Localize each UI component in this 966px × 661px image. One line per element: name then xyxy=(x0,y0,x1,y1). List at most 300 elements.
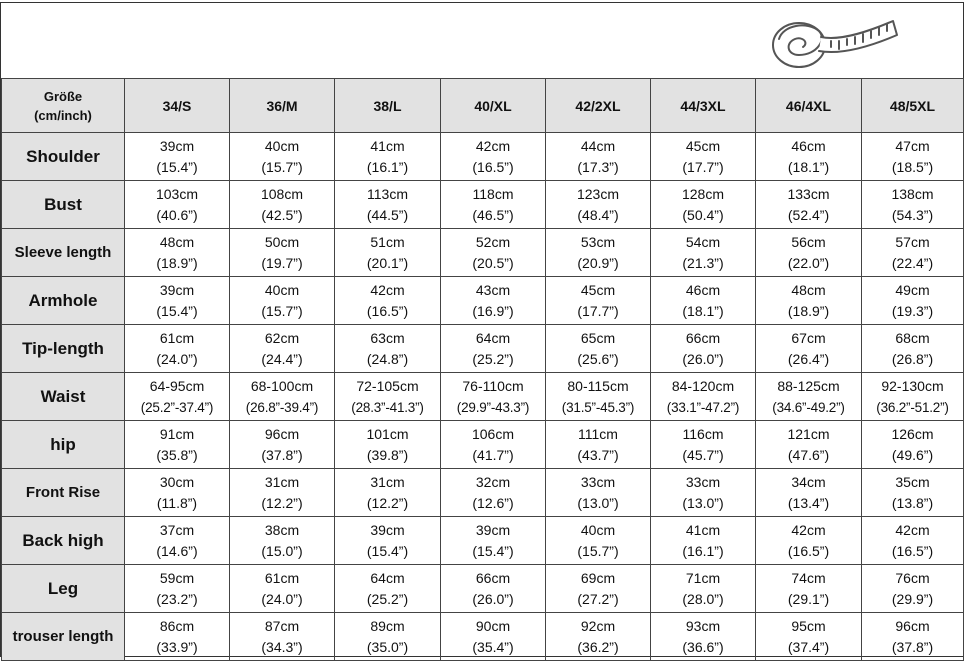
inch-value: (36.2”-51.2”) xyxy=(876,399,949,415)
measurement-cell xyxy=(651,373,756,421)
inch-value: (16.5”) xyxy=(366,302,409,319)
inch-value: (11.8”) xyxy=(156,494,198,511)
cm-value: 39cm xyxy=(159,137,195,154)
corner-unit-label: (cm/inch) xyxy=(34,107,92,123)
cm-value: 46cm xyxy=(791,137,826,154)
cm-value: 50cm xyxy=(264,233,300,250)
row-label: Back high xyxy=(2,517,125,565)
cm-value: 40cm xyxy=(264,137,300,154)
measurement-cell xyxy=(756,277,862,325)
measurement-cell xyxy=(335,325,441,373)
inch-value: (21.3”) xyxy=(682,254,724,271)
cm-value: 74cm xyxy=(791,569,826,586)
measurement-cell xyxy=(441,277,546,325)
table-row xyxy=(2,373,964,421)
inch-value: (16.1”) xyxy=(366,158,409,175)
inch-value: (45.7”) xyxy=(682,446,724,463)
measurement-cell xyxy=(651,181,756,229)
cm-value: 39cm xyxy=(370,521,405,538)
inch-value: (13.8”) xyxy=(891,494,934,511)
cm-value: 84-120cm xyxy=(671,377,735,394)
inch-value: (17.3”) xyxy=(577,158,619,175)
cm-value: 57cm xyxy=(895,233,930,250)
table-row xyxy=(2,133,964,181)
table-row xyxy=(2,325,964,373)
cm-value: 64-95cm xyxy=(149,377,205,394)
cm-value: 38cm xyxy=(264,521,300,538)
measurement-cell xyxy=(441,373,546,421)
measurement-cell xyxy=(125,373,230,421)
inch-value: (18.1”) xyxy=(682,302,724,319)
measurement-cell xyxy=(651,421,756,469)
cm-value: 61cm xyxy=(159,329,195,346)
inch-value: (24.4”) xyxy=(261,350,303,367)
measurement-cell xyxy=(230,373,335,421)
cm-value: 52cm xyxy=(475,233,511,250)
cm-value: 71cm xyxy=(685,569,721,586)
measurement-cell xyxy=(862,565,964,613)
inch-value: (26.8”) xyxy=(891,350,934,367)
measurement-cell xyxy=(651,469,756,517)
cm-value: 76cm xyxy=(895,569,930,586)
inch-value: (19.7”) xyxy=(261,254,303,271)
measurement-cell xyxy=(546,325,651,373)
measurement-cell xyxy=(756,469,862,517)
cm-value: 80-115cm xyxy=(567,377,629,394)
measurement-cell xyxy=(125,277,230,325)
cm-value: 34cm xyxy=(791,473,826,490)
inch-value: (15.0”) xyxy=(261,542,303,559)
row-label: Tip-length xyxy=(2,325,125,373)
row-label: Shoulder xyxy=(2,133,125,181)
measurement-cell xyxy=(862,277,964,325)
inch-value: (26.0”) xyxy=(682,350,724,367)
header-row xyxy=(2,79,964,133)
table-row xyxy=(2,181,964,229)
size-header-42-2xl: 42/2XL xyxy=(546,79,651,133)
inch-value: (18.9”) xyxy=(787,302,830,319)
cm-value: 30cm xyxy=(159,473,195,490)
inch-value: (16.5”) xyxy=(787,542,830,559)
size-table xyxy=(1,78,964,661)
inch-value: (22.0”) xyxy=(787,254,830,271)
measurement-cell xyxy=(546,133,651,181)
measurement-cell xyxy=(862,181,964,229)
measurement-cell xyxy=(651,565,756,613)
size-column-header xyxy=(2,79,125,133)
inch-value: (24.0”) xyxy=(261,590,303,607)
table-row xyxy=(2,565,964,613)
table-row xyxy=(2,517,964,565)
inch-value: (35.4”) xyxy=(472,638,514,655)
inch-value: (20.5”) xyxy=(472,254,514,271)
measurement-cell xyxy=(441,469,546,517)
inch-value: (25.6”) xyxy=(577,350,619,367)
measurement-cell xyxy=(546,277,651,325)
inch-value: (44.5”) xyxy=(366,206,409,223)
inch-value: (15.4”) xyxy=(156,158,198,175)
cm-value: 42cm xyxy=(895,521,930,538)
cm-value: 103cm xyxy=(155,185,199,202)
cm-value: 51cm xyxy=(370,233,405,250)
measurement-cell xyxy=(441,133,546,181)
measurement-cell xyxy=(335,469,441,517)
measurement-cell xyxy=(862,613,964,661)
inch-value: (34.6”-49.2”) xyxy=(772,399,845,415)
inch-value: (13.0”) xyxy=(682,494,724,511)
row-label: Front Rise xyxy=(2,469,125,517)
inch-value: (37.8”) xyxy=(891,638,934,655)
cm-value: 41cm xyxy=(370,137,405,154)
inch-value: (15.4”) xyxy=(366,542,409,559)
cm-value: 42cm xyxy=(370,281,405,298)
inch-value: (31.5”-45.3”) xyxy=(561,399,635,415)
cm-value: 45cm xyxy=(580,281,616,298)
cm-value: 113cm xyxy=(367,185,408,202)
measurement-cell xyxy=(125,229,230,277)
inch-value: (33.9”) xyxy=(156,638,198,655)
cm-value: 63cm xyxy=(370,329,405,346)
size-header-34-s: 34/S xyxy=(125,79,230,133)
cm-value: 32cm xyxy=(475,473,511,490)
row-label: Armhole xyxy=(2,277,125,325)
measurement-cell xyxy=(230,181,335,229)
inch-value: (15.7”) xyxy=(261,158,303,175)
inch-value: (37.4”) xyxy=(787,638,830,655)
table-row xyxy=(2,469,964,517)
row-label: Sleeve length xyxy=(2,229,125,277)
inch-value: (26.0”) xyxy=(472,590,514,607)
cm-value: 95cm xyxy=(791,617,826,634)
measurement-cell xyxy=(546,421,651,469)
inch-value: (50.4”) xyxy=(682,206,724,223)
cm-value: 101cm xyxy=(366,425,409,442)
cm-value: 42cm xyxy=(475,137,511,154)
measurement-cell xyxy=(335,229,441,277)
cm-value: 43cm xyxy=(475,281,511,298)
inch-value: (25.2”) xyxy=(366,590,409,607)
cm-value: 121cm xyxy=(787,425,830,442)
cm-value: 111cm xyxy=(578,425,618,442)
inch-value: (13.4”) xyxy=(787,494,830,511)
inch-value: (20.1”) xyxy=(366,254,409,271)
measurement-cell xyxy=(125,613,230,661)
measurement-cell xyxy=(125,421,230,469)
cm-value: 37cm xyxy=(159,521,195,538)
measurement-cell xyxy=(335,373,441,421)
measurement-cell xyxy=(125,517,230,565)
cm-value: 88-125cm xyxy=(777,377,840,394)
corner-label: Größe xyxy=(43,88,83,104)
cm-value: 92cm xyxy=(580,617,616,634)
measurement-cell xyxy=(230,277,335,325)
cm-value: 64cm xyxy=(475,329,511,346)
measurement-cell xyxy=(546,469,651,517)
table-row xyxy=(2,229,964,277)
measurement-cell xyxy=(125,133,230,181)
measurement-cell xyxy=(756,421,862,469)
inch-value: (41.7”) xyxy=(472,446,514,463)
measurement-cell xyxy=(230,469,335,517)
measuring-tape-icon xyxy=(769,11,899,75)
inch-value: (35.0”) xyxy=(366,638,409,655)
measurement-cell xyxy=(862,325,964,373)
inch-value: (16.9”) xyxy=(472,302,514,319)
inch-value: (46.5”) xyxy=(472,206,514,223)
cm-value: 68-100cm xyxy=(250,377,314,394)
row-label: Leg xyxy=(2,565,125,613)
cm-value: 49cm xyxy=(895,281,930,298)
inch-value: (29.1”) xyxy=(787,590,830,607)
cm-value: 54cm xyxy=(685,233,721,250)
inch-value: (52.4”) xyxy=(787,206,830,223)
inch-value: (15.4”) xyxy=(472,542,514,559)
inch-value: (37.8”) xyxy=(261,446,303,463)
measurement-cell xyxy=(862,421,964,469)
table-body xyxy=(2,133,964,661)
size-header-44-3xl: 44/3XL xyxy=(651,79,756,133)
inch-value: (18.1”) xyxy=(787,158,830,175)
inch-value: (48.4”) xyxy=(577,206,619,223)
cm-value: 67cm xyxy=(791,329,826,346)
measurement-cell xyxy=(651,277,756,325)
inch-value: (40.6”) xyxy=(156,206,198,223)
inch-value: (29.9”) xyxy=(891,590,934,607)
inch-value: (17.7”) xyxy=(577,302,619,319)
cm-value: 89cm xyxy=(370,617,405,634)
cm-value: 40cm xyxy=(264,281,300,298)
cm-value: 35cm xyxy=(895,473,930,490)
measurement-cell xyxy=(335,565,441,613)
size-header-36-m: 36/M xyxy=(230,79,335,133)
measurement-cell xyxy=(862,517,964,565)
measurement-cell xyxy=(125,325,230,373)
inch-value: (13.0”) xyxy=(577,494,619,511)
inch-value: (12.2”) xyxy=(366,494,409,511)
measurement-cell xyxy=(230,133,335,181)
inch-value: (22.4”) xyxy=(891,254,934,271)
measurement-cell xyxy=(230,229,335,277)
cm-value: 91cm xyxy=(159,425,195,442)
cm-value: 76-110cm xyxy=(462,377,524,394)
cm-value: 118cm xyxy=(472,185,514,202)
cm-value: 42cm xyxy=(791,521,826,538)
cm-value: 64cm xyxy=(370,569,405,586)
cm-value: 31cm xyxy=(370,473,405,490)
inch-value: (28.0”) xyxy=(682,590,724,607)
measurement-cell xyxy=(651,613,756,661)
cm-value: 72-105cm xyxy=(356,377,419,394)
cm-value: 61cm xyxy=(264,569,300,586)
cm-value: 59cm xyxy=(159,569,195,586)
cm-value: 45cm xyxy=(685,137,721,154)
measurement-cell xyxy=(546,565,651,613)
inch-value: (54.3”) xyxy=(891,206,934,223)
size-header-38-l: 38/L xyxy=(335,79,441,133)
cm-value: 128cm xyxy=(681,185,725,202)
banner xyxy=(1,3,963,78)
inch-value: (34.3”) xyxy=(261,638,303,655)
inch-value: (43.7”) xyxy=(577,446,619,463)
measurement-cell xyxy=(441,181,546,229)
measurement-cell xyxy=(756,373,862,421)
cm-value: 44cm xyxy=(580,137,616,154)
measurement-cell xyxy=(546,181,651,229)
cm-value: 66cm xyxy=(475,569,511,586)
cm-value: 53cm xyxy=(580,233,616,250)
measurement-cell xyxy=(335,277,441,325)
inch-value: (24.8”) xyxy=(366,350,409,367)
inch-value: (20.9”) xyxy=(577,254,619,271)
inch-value: (18.5”) xyxy=(891,158,934,175)
inch-value: (15.4”) xyxy=(156,302,198,319)
cm-value: 133cm xyxy=(787,185,830,202)
cm-value: 48cm xyxy=(791,281,826,298)
measurement-cell xyxy=(125,469,230,517)
cm-value: 106cm xyxy=(471,425,515,442)
measurement-cell xyxy=(651,229,756,277)
cm-value: 31cm xyxy=(264,473,300,490)
cm-value: 39cm xyxy=(475,521,511,538)
inch-value: (15.7”) xyxy=(577,542,619,559)
inch-value: (39.8”) xyxy=(366,446,409,463)
cm-value: 93cm xyxy=(685,617,721,634)
row-label: Waist xyxy=(2,373,125,421)
inch-value: (26.8”-39.4”) xyxy=(245,399,319,415)
cm-value: 65cm xyxy=(580,329,616,346)
cm-value: 108cm xyxy=(260,185,304,202)
table-row xyxy=(2,421,964,469)
inch-value: (19.3”) xyxy=(891,302,934,319)
measurement-cell xyxy=(862,229,964,277)
inch-value: (25.2”-37.4”) xyxy=(140,399,214,415)
table-row xyxy=(2,613,964,661)
measurement-cell xyxy=(651,517,756,565)
row-label: trouser length xyxy=(2,613,125,661)
inch-value: (26.4”) xyxy=(787,350,830,367)
inch-value: (24.0”) xyxy=(156,350,198,367)
measurement-cell xyxy=(230,421,335,469)
measurement-cell xyxy=(756,229,862,277)
measurement-cell xyxy=(335,181,441,229)
measurement-cell xyxy=(335,517,441,565)
measurement-cell xyxy=(756,181,862,229)
row-label: hip xyxy=(2,421,125,469)
measurement-cell xyxy=(335,133,441,181)
measurement-cell xyxy=(441,325,546,373)
cm-value: 33cm xyxy=(685,473,721,490)
measurement-cell xyxy=(441,565,546,613)
measurement-cell xyxy=(441,613,546,661)
measurement-cell xyxy=(862,373,964,421)
measurement-cell xyxy=(651,325,756,373)
cm-value: 40cm xyxy=(580,521,616,538)
measurement-cell xyxy=(651,133,756,181)
measurement-cell xyxy=(125,181,230,229)
inch-value: (47.6”) xyxy=(787,446,830,463)
cm-value: 56cm xyxy=(791,233,826,250)
inch-value: (42.5”) xyxy=(261,206,303,223)
inch-value: (25.2”) xyxy=(472,350,514,367)
cm-value: 126cm xyxy=(891,425,934,442)
inch-value: (28.3”-41.3”) xyxy=(351,399,424,415)
inch-value: (16.1”) xyxy=(682,542,724,559)
inch-value: (15.7”) xyxy=(261,302,303,319)
measurement-cell xyxy=(441,229,546,277)
row-label: Bust xyxy=(2,181,125,229)
measurement-cell xyxy=(546,373,651,421)
inch-value: (36.6”) xyxy=(682,638,724,655)
inch-value: (29.9”-43.3”) xyxy=(456,399,530,415)
measurement-cell xyxy=(756,613,862,661)
inch-value: (33.1”-47.2”) xyxy=(666,399,740,415)
cm-value: 39cm xyxy=(159,281,195,298)
cm-value: 66cm xyxy=(685,329,721,346)
inch-value: (35.8”) xyxy=(156,446,198,463)
cm-value: 116cm xyxy=(682,425,724,442)
size-header-46-4xl: 46/4XL xyxy=(756,79,862,133)
size-chart xyxy=(0,2,964,657)
measurement-cell xyxy=(335,613,441,661)
cm-value: 90cm xyxy=(475,617,511,634)
measurement-cell xyxy=(756,517,862,565)
measurement-cell xyxy=(756,133,862,181)
measurement-cell xyxy=(546,229,651,277)
measurement-cell xyxy=(230,517,335,565)
cm-value: 138cm xyxy=(891,185,934,202)
cm-value: 46cm xyxy=(685,281,721,298)
inch-value: (17.7”) xyxy=(682,158,724,175)
measurement-cell xyxy=(335,421,441,469)
inch-value: (23.2”) xyxy=(156,590,198,607)
cm-value: 92-130cm xyxy=(881,377,944,394)
measurement-cell xyxy=(441,517,546,565)
measurement-cell xyxy=(230,565,335,613)
measurement-cell xyxy=(756,565,862,613)
measurement-cell xyxy=(441,421,546,469)
cm-value: 96cm xyxy=(895,617,930,634)
size-header-48-5xl: 48/5XL xyxy=(862,79,964,133)
measurement-cell xyxy=(862,469,964,517)
inch-value: (18.9”) xyxy=(156,254,198,271)
inch-value: (14.6”) xyxy=(156,542,198,559)
cm-value: 69cm xyxy=(580,569,616,586)
inch-value: (49.6”) xyxy=(891,446,934,463)
measurement-cell xyxy=(546,517,651,565)
inch-value: (12.2”) xyxy=(261,494,303,511)
inch-value: (27.2”) xyxy=(577,590,619,607)
table-row xyxy=(2,277,964,325)
measurement-cell xyxy=(125,565,230,613)
measurement-cell xyxy=(230,325,335,373)
cm-value: 86cm xyxy=(159,617,195,634)
cm-value: 62cm xyxy=(264,329,300,346)
inch-value: (16.5”) xyxy=(472,158,514,175)
measurement-cell xyxy=(546,613,651,661)
cm-value: 47cm xyxy=(895,137,930,154)
measurement-cell xyxy=(756,325,862,373)
cm-value: 123cm xyxy=(576,185,620,202)
cm-value: 33cm xyxy=(580,473,616,490)
measurement-cell xyxy=(862,133,964,181)
size-header-40-xl: 40/XL xyxy=(441,79,546,133)
inch-value: (36.2”) xyxy=(577,638,619,655)
measurement-cell xyxy=(230,613,335,661)
inch-value: (12.6”) xyxy=(472,494,514,511)
cm-value: 96cm xyxy=(264,425,300,442)
cm-value: 87cm xyxy=(264,617,300,634)
cm-value: 48cm xyxy=(159,233,195,250)
